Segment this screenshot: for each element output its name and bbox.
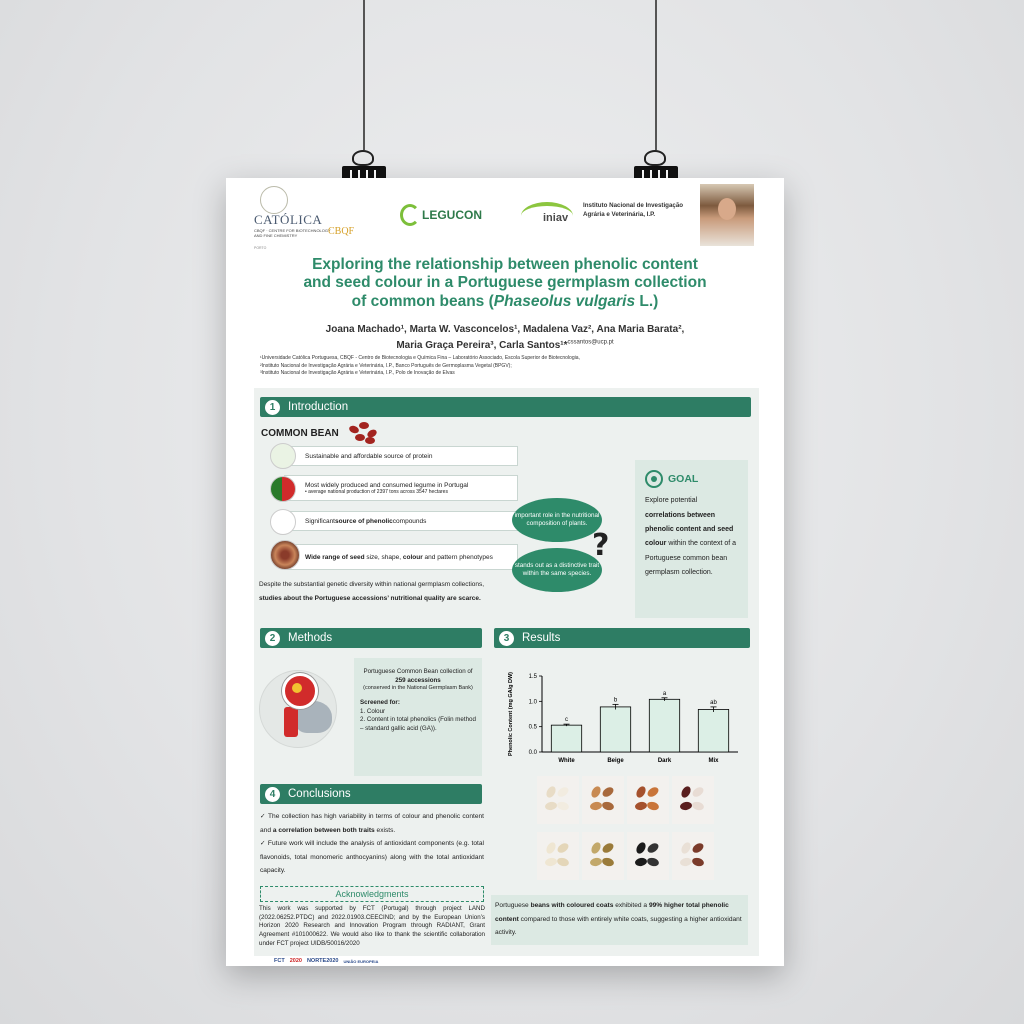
significance-letter: c: [565, 717, 568, 724]
seed: [691, 841, 705, 854]
seed: [646, 841, 660, 854]
y-tick-label: 0.5: [528, 724, 537, 731]
seed: [544, 857, 557, 867]
seed: [556, 801, 570, 812]
methods-header: 2 Methods: [260, 628, 482, 648]
check-icon: ✓: [260, 813, 266, 820]
x-tick-label: Mix: [708, 758, 719, 764]
conclusions-header: 4 Conclusions: [260, 784, 482, 804]
location-pin-icon: [282, 673, 318, 709]
plant-icon: [270, 443, 296, 469]
significance-letter: a: [662, 690, 667, 697]
acknowledgments-text: This work was supported by FCT (Portugal) through project LAND (2022.06252.PTDC) and 2022.01903.CEECIND; and by the European Union’s Horizon 2020 Research and Innovation Program through RADIANT, Grant Agreement #101000622. We would also like to thank the scientific collaboration under FCT project UIDB/50016/2020: [259, 905, 485, 947]
bar: [551, 725, 581, 752]
x-tick-label: Beige: [607, 758, 624, 764]
significance-letter: ab: [710, 699, 717, 706]
seed-photo-tile: [582, 776, 624, 824]
affiliations: ¹Universidade Católica Portuguesa, CBQF - Centro de Biotecnologia e Química Fina – Laboratório Associado, Escola Superior de Biotecnologia, ²Instituto Nacional de Investigação Agrária e Veterinária, I.P., Banco Português de Germoplasma Vegetal (BPGV); ³Instituto Nacional de Investigação Agrária e Veterinária, I.P., Polo de Inovação de Elvas: [260, 355, 580, 376]
seed: [691, 785, 705, 798]
seed: [601, 857, 615, 868]
seed: [544, 801, 557, 811]
legucon-logo: LEGUCON: [400, 202, 482, 228]
seed-photo-tile: [582, 832, 624, 880]
seed: [589, 857, 602, 867]
check-icon: ✓: [260, 840, 266, 848]
question-mark-icon: ?: [592, 528, 610, 563]
seed: [646, 857, 660, 868]
seed: [646, 801, 660, 812]
funder-logo: UNIÃO EUROPEIA: [343, 958, 379, 964]
phenolic-bar-chart: [498, 668, 746, 776]
authors: Joana Machado¹, Marta W. Vasconcelos¹, Madalena Vaz², Ana Maria Barata², Maria Graça Pereira³, Carla Santos¹*$^{cssantos@ucp.pt}$: [325, 324, 685, 351]
seed: [635, 785, 648, 799]
seed: [680, 785, 693, 799]
red-beans-icon: [347, 422, 379, 444]
seed: [679, 857, 692, 867]
funder-logo: NORTE2020: [306, 958, 339, 964]
seed: [646, 785, 660, 798]
x-tick-label: White: [558, 758, 575, 764]
y-tick-label: 1.5: [528, 674, 537, 680]
bar: [698, 709, 728, 752]
seed: [691, 801, 705, 812]
seed: [691, 857, 705, 868]
seed: [679, 801, 692, 811]
results-header: 3 Results: [494, 628, 750, 648]
poster: [226, 178, 784, 966]
colour-trait-oval: stands out as a distinctive trait within the same species.: [512, 548, 602, 592]
poster-title: Exploring the relationship between phenolic content and seed colour in a Portuguese germplasm collection of common beans (Phaseolus vulgaris L.): [303, 256, 707, 310]
seed-photo-tile: [672, 776, 714, 824]
y-tick-label: 1.0: [528, 699, 537, 706]
intro-item-seed: Wide range of seed size, shape, colour and pattern phenotypes: [284, 544, 518, 570]
seed: [556, 857, 570, 868]
y-tick-label: 0.0: [528, 750, 537, 756]
iniav-logo: iniav Instituto Nacional de Investigação Agrária e Veterinária, I.P.: [521, 198, 721, 238]
seed-photo-tile: [627, 776, 669, 824]
hanging-wire-left: [363, 0, 365, 150]
results-summary: Portuguese beans with coloured coats exhibited a 99% higher total phenolic content compared to those with entirely white coats, suggesting a higher antioxidant activity.: [491, 895, 748, 945]
mixed-beans-icon: [270, 540, 300, 570]
crest-icon: [260, 186, 288, 214]
seed: [601, 841, 615, 854]
intro-item-phenolic: Significant source of phenolic compounds: [284, 511, 518, 531]
seed-photo-tile: [537, 832, 579, 880]
seed: [680, 841, 693, 855]
catolica-logo: CATÓLICA CBQF · CENTRE FOR BIOTECHNOLOGY AND FINE CHEMISTRY CBQF PORTO: [254, 186, 364, 248]
x-tick-label: Dark: [657, 758, 672, 764]
seed: [545, 785, 558, 799]
acknowledgments-heading: Acknowledgments: [260, 886, 484, 902]
seed: [545, 841, 558, 855]
goal-box: GOAL Explore potential correlations between phenolic content and seed colour within the context of a Portuguese common bean germplasm collection.: [635, 460, 748, 618]
introduction-header: 1 Introduction: [260, 397, 751, 417]
seed: [634, 801, 647, 811]
seed-photo-tile: [537, 776, 579, 824]
seed: [590, 841, 603, 855]
bar: [649, 699, 679, 752]
seed: [589, 801, 602, 811]
seed: [635, 841, 648, 855]
portugal-flag-icon: [270, 476, 296, 502]
seed-photos: [537, 776, 715, 882]
intro-item-legume: Most widely produced and consumed legume in Portugal • average national production of 2397 tons across 3547 hectares: [284, 475, 518, 501]
y-axis-label: Phenolic Content (mg GA/g DW): [508, 671, 514, 757]
intro-item-protein: Sustainable and affordable source of protein: [284, 446, 518, 466]
funder-logo: FCT: [274, 958, 285, 964]
target-icon: [645, 470, 663, 488]
intro-note: Despite the substantial genetic diversity within national germplasm collections, studies about the Portuguese accessions’ nutritional quality are scarce.: [259, 581, 485, 603]
common-bean-label: COMMON BEAN: [261, 428, 339, 439]
seed: [634, 857, 647, 867]
hanging-wire-right: [655, 0, 657, 150]
significance-letter: b: [613, 697, 618, 704]
seed: [590, 785, 603, 799]
seed: [601, 785, 615, 798]
bar: [600, 707, 630, 752]
methods-box: Portuguese Common Bean collection of 259 accessions (conserved in the National Germplasm Bank) Screened for: 1. Colour 2. Content in total phenolics (Folin method – standard gallic acid (GA)).: [354, 658, 482, 776]
author-photo: [700, 184, 754, 246]
seed-photo-tile: [672, 832, 714, 880]
seed: [556, 841, 570, 854]
seed: [556, 785, 570, 798]
phenolic-role-oval: important role in the nutritional composition of plants.: [512, 498, 602, 542]
seed-photo-tile: [627, 832, 669, 880]
seed: [601, 801, 615, 812]
phenol-molecule-icon: [270, 509, 296, 535]
funder-logo: 2020: [289, 958, 302, 964]
funder-logos: [274, 957, 494, 965]
conclusions-text: ✓ The collection has high variability in terms of colour and phenolic content and a correlation between both traits exists. ✓ Future work will include the analysis of antioxidant components (e.g. total flavonoids, total monomeric anthocyanins) along with the total antioxidant capacity.: [260, 813, 484, 875]
legucon-mark-icon: [400, 204, 420, 226]
